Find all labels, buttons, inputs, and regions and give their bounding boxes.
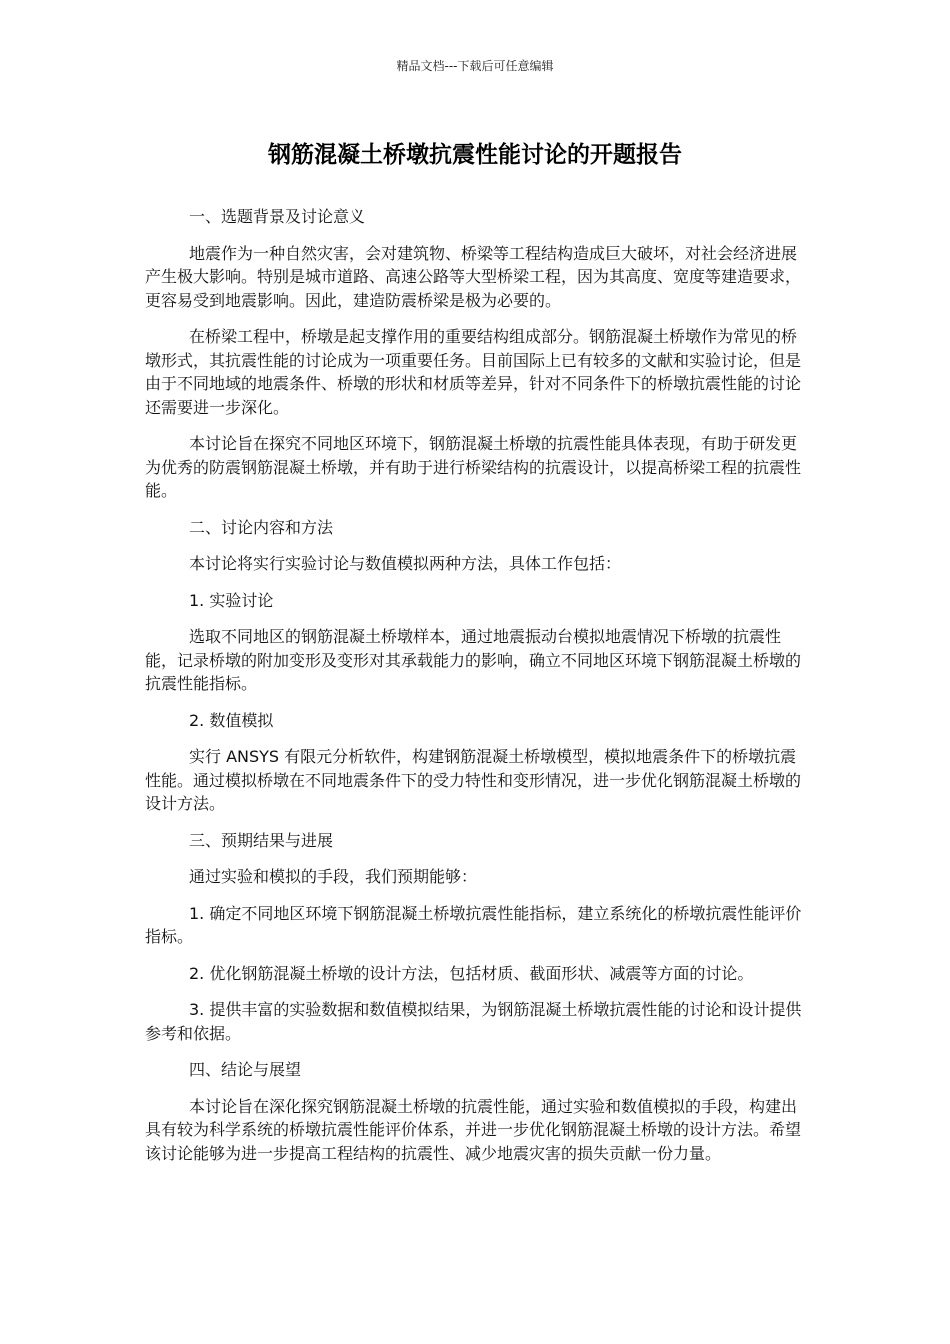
paragraph-background-3: 本讨论旨在探究不同地区环境下，钢筋混凝土桥墩的抗震性能具体表现，有助于研发更为优秀的防震钢筋混凝土桥墩，并有助于进行桥梁结构的抗震设计，以提高桥梁工程的抗震性能。 <box>145 434 802 500</box>
subheading-experiment: 1. 实验讨论 <box>189 590 274 610</box>
subheading-simulation: 2. 数值模拟 <box>189 710 274 730</box>
section-heading-results: 三、预期结果与进展 <box>189 830 334 850</box>
page-header: 精品文档---下载后可任意编辑 <box>396 59 554 73</box>
paragraph-conclusion: 本讨论旨在深化探究钢筋混凝土桥墩的抗震性能，通过实验和数值模拟的手段，构建出具有较为科学系统的桥墩抗震性能评价体系，并进一步优化钢筋混凝土桥墩的设计方法。希望该讨论能够为进一步提高工程结构的抗震性、减少地震灾害的损失贡献一份力量。 <box>145 1096 802 1163</box>
paragraph-background-1: 地震作为一种自然灾害，会对建筑物、桥梁等工程结构造成巨大破坏，对社会经济进展产生极大影响。特别是城市道路、高速公路等大型桥梁工程，因为其高度、宽度等建造要求，更容易受到地震影响。因此，建造防震桥梁是极为必要的。 <box>145 243 802 310</box>
section-heading-methods: 二、讨论内容和方法 <box>189 517 334 537</box>
paragraph-background-2: 在桥梁工程中，桥墩是起支撑作用的重要结构组成部分。钢筋混凝土桥墩作为常见的桥墩形式，其抗震性能的讨论成为一项重要任务。目前国际上已有较多的文献和实验讨论，但是由于不同地域的地震条件、桥墩的形状和材质等差异，针对不同条件下的桥墩抗震性能的讨论还需要进一步深化。 <box>145 327 802 417</box>
section-heading-background: 一、选题背景及讨论意义 <box>189 207 366 226</box>
list-item-result-3: 3. 提供丰富的实验数据和数值模拟结果，为钢筋混凝土桥墩抗震性能的讨论和设计提供参考和依据。 <box>145 1000 802 1043</box>
paragraph-results-intro: 通过实验和模拟的手段，我们预期能够： <box>189 867 478 886</box>
page-title: 钢筋混凝土桥墩抗震性能讨论的开题报告 <box>268 142 682 168</box>
paragraph-methods-intro: 本讨论将实行实验讨论与数值模拟两种方法，具体工作包括： <box>189 554 622 573</box>
list-item-result-2: 2. 优化钢筋混凝土桥墩的设计方法，包括材质、截面形状、减震等方面的讨论。 <box>189 963 754 983</box>
document-body <box>145 205 807 1178</box>
list-item-result-1: 1. 确定不同地区环境下钢筋混凝土桥墩抗震性能指标，建立系统化的桥墩抗震性能评价指标。 <box>145 903 802 946</box>
paragraph-experiment: 选取不同地区的钢筋混凝土桥墩样本，通过地震振动台模拟地震情况下桥墩的抗震性能，记录桥墩的附加变形及变形对其承载能力的影响，确立不同地区环境下钢筋混凝土桥墩的抗震性能指标。 <box>145 627 802 693</box>
paragraph-simulation: 实行 ANSYS 有限元分析软件，构建钢筋混凝土桥墩模型，模拟地震条件下的桥墩抗震性能。通过模拟桥墩在不同地震条件下的受力特性和变形情况，进一步优化钢筋混凝土桥墩的设计方法。 <box>145 747 802 813</box>
section-heading-conclusion: 四、结论与展望 <box>189 1060 302 1079</box>
